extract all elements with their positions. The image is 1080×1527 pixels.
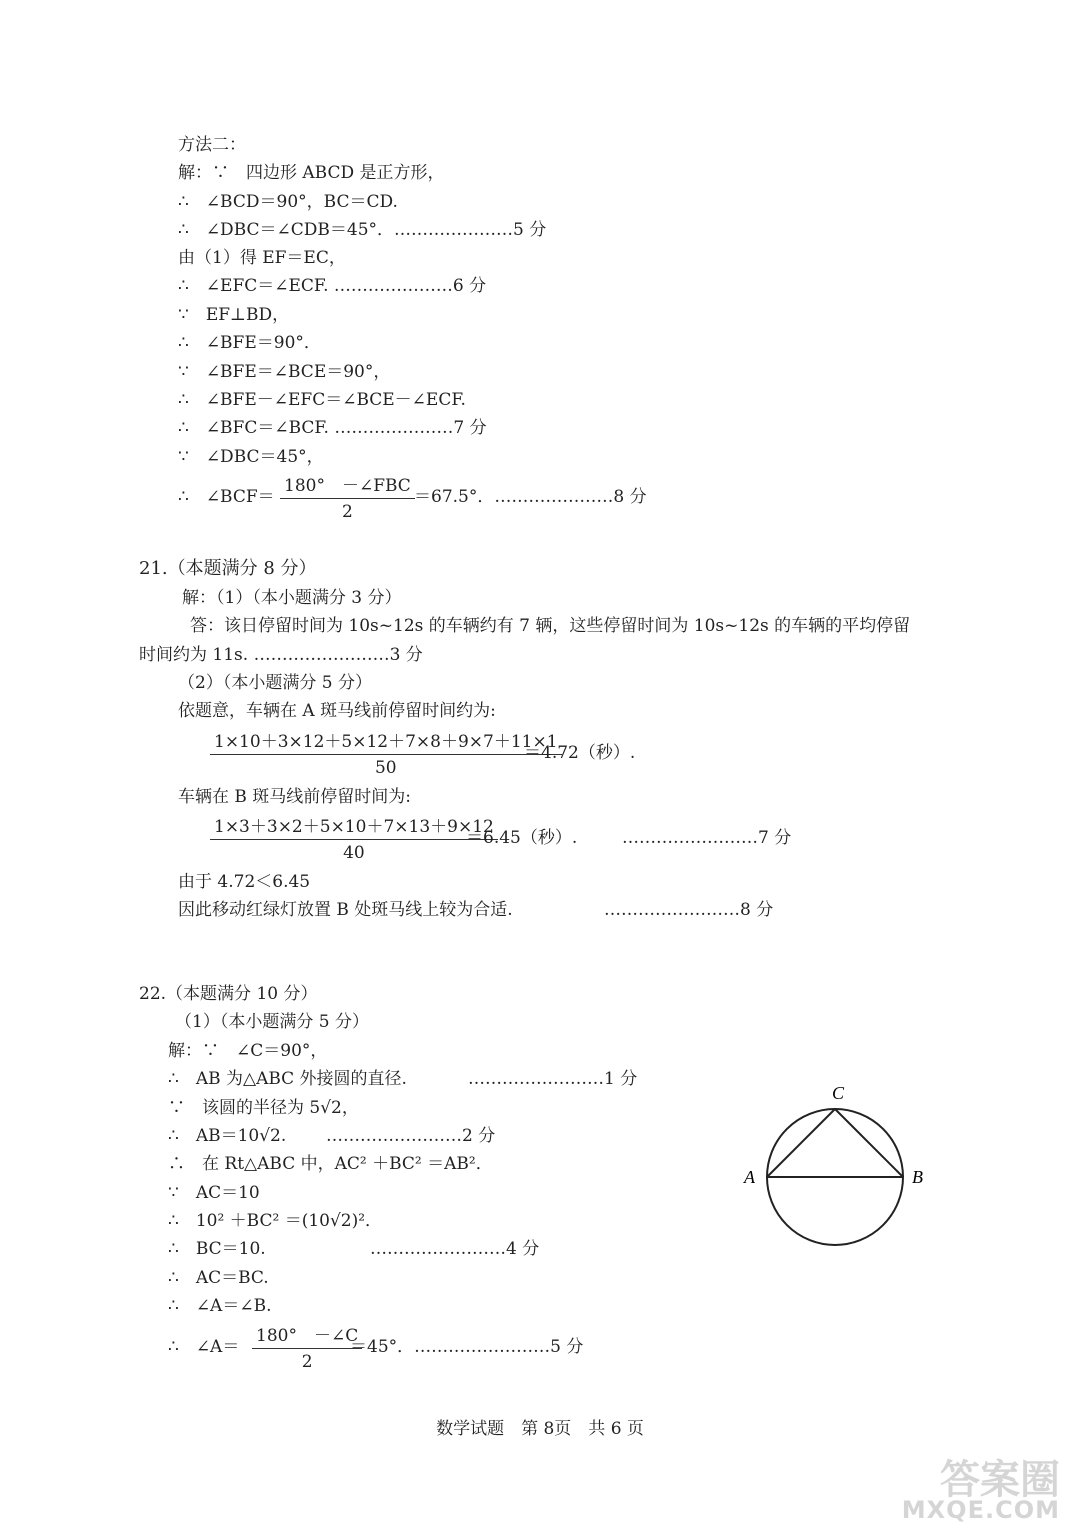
q21-intro-b: 车辆在 B 斑马线前停留时间为: — [178, 787, 412, 807]
q21-answer-line1: 答：该日停留时间为 10s~12s 的车辆约有 7 辆，这些停留时间为 10s~12s 的车辆的平均停留 — [190, 616, 911, 636]
q22-line-1: 解：∵ ∠C＝90°， — [168, 1041, 328, 1061]
q21-formula-b — [210, 815, 498, 866]
method2-line-8: ∵ ∠BFE＝∠BCE＝90°， — [178, 362, 391, 382]
method2-line-2: ∴ ∠BCD＝90°，BC＝CD. — [178, 192, 398, 212]
q22-line-8: ∴ BC＝10. — [168, 1239, 266, 1259]
method2-line-10: ∴ ∠BFC＝∠BCF. …………………7 分 — [178, 418, 487, 438]
fraction-denominator: 50 — [374, 758, 397, 778]
fraction-numerator: 1×10＋3×12＋5×12＋7×8＋9×7＋11×1 — [210, 730, 562, 755]
method2-line-4: 由（1）得 EF＝EC， — [178, 248, 346, 268]
q22-line-4: ∴ AB＝10√2. — [168, 1126, 287, 1146]
q22-line-3: ∵ 该圆的半径为 5√2， — [168, 1098, 359, 1118]
fraction-numerator: 1×3＋3×2＋5×10＋7×13＋9×12 — [210, 815, 498, 840]
method2-line-3: ∴ ∠DBC＝∠CDB＝45°．…………………5 分 — [178, 220, 547, 240]
q22-fraction — [252, 1324, 362, 1375]
vertex-label-a: A — [744, 1167, 755, 1187]
method2-line-5: ∴ ∠EFC＝∠ECF. …………………6 分 — [178, 276, 487, 296]
q21-part2-label: （2）（本小题满分 5 分） — [178, 673, 372, 693]
watermark-url: MXQE.COM — [901, 1496, 1060, 1524]
q21-formula-a-result: ＝4.72（秒）. — [524, 743, 636, 763]
q21-answer-line2: 时间约为 11s. ……………………3 分 — [139, 645, 423, 665]
q21-conclusion: 因此移动红绿灯放置 B 处斑马线上较为合适. — [178, 900, 513, 920]
method2-line-7: ∴ ∠BFE＝90°． — [178, 333, 321, 353]
q22-line-2-score: ……………………1 分 — [468, 1069, 638, 1089]
q22-line-4-score: ……………………2 分 — [326, 1126, 496, 1146]
q22-line-8-score: ……………………4 分 — [370, 1239, 540, 1259]
watermark-logo: 答案圈 — [940, 1457, 1060, 1503]
q22-line-9: ∴ AC＝BC. — [168, 1268, 269, 1288]
q21-intro-a: 依题意，车辆在 A 斑马线前停留时间约为: — [178, 701, 496, 721]
q21-formula-b-score: ……………………7 分 — [622, 828, 792, 848]
q22-line-5: ∴ 在 Rt△ABC 中，AC² ＋BC² ＝AB²． — [168, 1154, 493, 1174]
method2-heading: 方法二： — [178, 135, 246, 155]
fraction-numerator: 180° －∠FBC — [280, 474, 415, 499]
method2-final-prefix: ∴ ∠BCF＝ — [178, 487, 275, 507]
method2-line-9: ∴ ∠BFE－∠EFC＝∠BCE－∠ECF. — [178, 390, 466, 410]
method2-fraction — [280, 474, 415, 525]
page-footer: 数学试题 第 8页 共 6 页 — [436, 1419, 644, 1439]
fraction-denominator: 2 — [341, 502, 353, 522]
q21-title: 21.（本题满分 8 分） — [139, 558, 317, 579]
method2-line-11: ∵ ∠DBC＝45°， — [178, 447, 324, 467]
q22-final-suffix: ＝45°．……………………5 分 — [350, 1337, 584, 1357]
vertex-label-b: B — [912, 1167, 923, 1187]
vertex-label-c: C — [832, 1083, 845, 1103]
q21-conclusion-score: ……………………8 分 — [604, 900, 774, 920]
q22-title: 22.（本题满分 10 分） — [139, 984, 318, 1004]
q21-formula-b-result: ＝6.45（秒）. — [466, 828, 578, 848]
q22-line-6: ∵ AC＝10 — [168, 1183, 260, 1203]
q22-line-7: ∴ 10² ＋BC² ＝(10√2)²． — [168, 1211, 383, 1231]
fraction-numerator: 180° －∠C — [252, 1324, 362, 1349]
method2-line-1: 解：∵ 四边形 ABCD 是正方形， — [178, 163, 445, 183]
q22-final-prefix: ∴ ∠A＝ — [168, 1337, 240, 1357]
fraction-denominator: 2 — [301, 1352, 313, 1372]
q22-line-2: ∴ AB 为△ABC 外接圆的直径. — [168, 1069, 407, 1089]
q21-compare: 由于 4.72＜6.45 — [178, 872, 311, 892]
circle-triangle-figure — [730, 1080, 940, 1260]
q21-formula-a — [210, 730, 562, 781]
fraction-denominator: 40 — [343, 843, 365, 863]
method2-final-suffix: ＝67.5°．…………………8 分 — [414, 487, 647, 507]
method2-line-6: ∵ EF⊥BD， — [178, 305, 290, 325]
q22-part1-label: （1）（本小题满分 5 分） — [175, 1012, 369, 1032]
q22-line-10: ∴ ∠A＝∠B. — [168, 1296, 272, 1316]
q21-part1-label: 解：（1）（本小题满分 3 分） — [182, 588, 402, 608]
